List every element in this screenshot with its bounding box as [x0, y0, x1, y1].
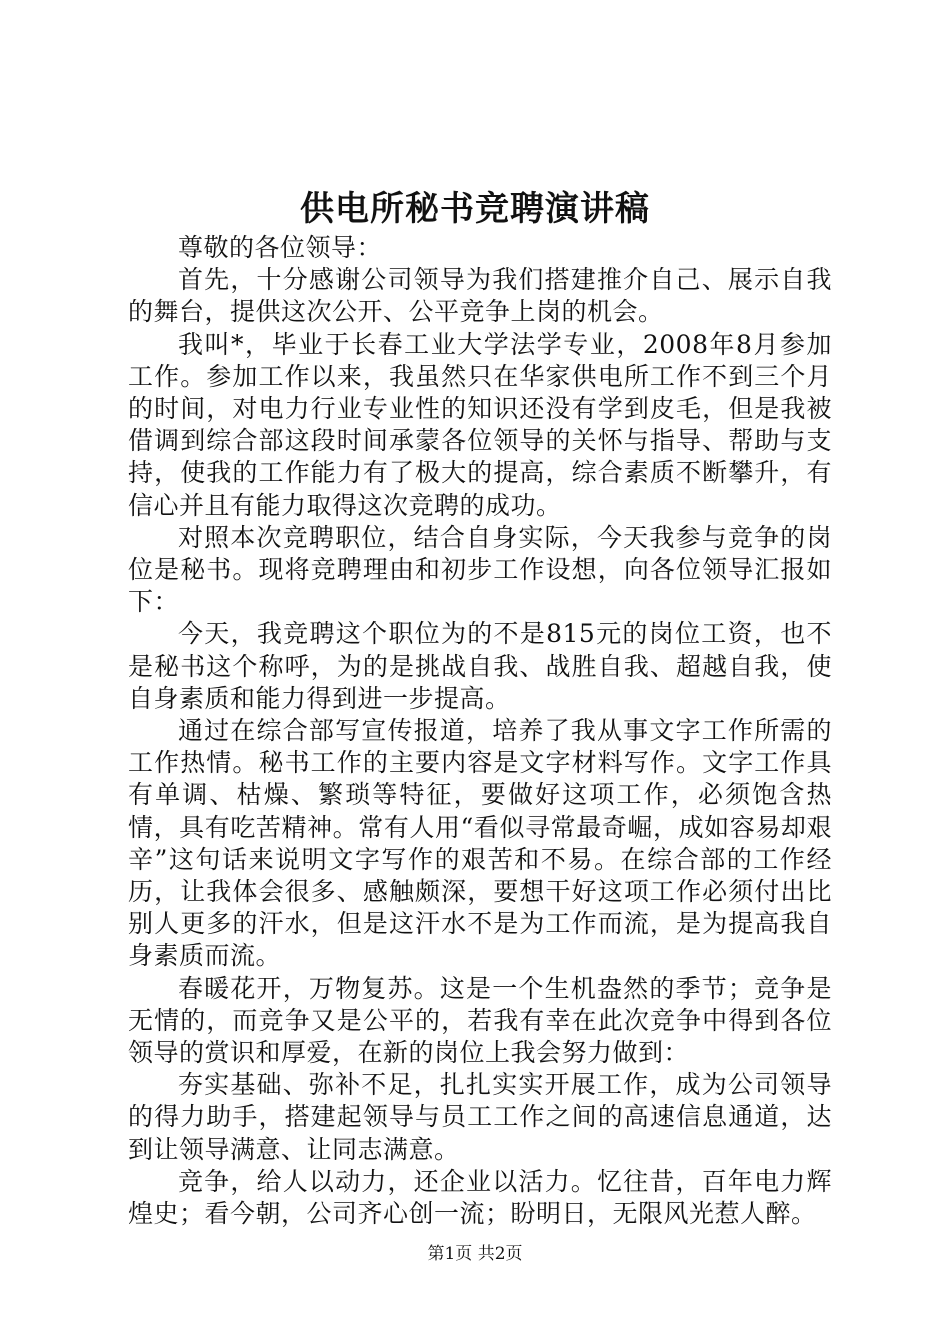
document-body: [128, 232, 832, 1230]
paragraph-4: 今天，我竞聘这个职位为的不是815元的岗位工资，也不是秘书这个称呼，为的是挑战自我、战胜自我、超越自我，使自身素质和能力得到进一步提高。: [128, 619, 832, 713]
paragraph-1: 首先，十分感谢公司领导为我们搭建推介自己、展示自我的舞台，提供这次公开、公平竞争上岗的机会。: [128, 265, 832, 327]
paragraph-salutation: 尊敬的各位领导：: [178, 233, 383, 262]
paragraph-2: 我叫*，毕业于长春工业大学法学专业，2008年8月参加工作。参加工作以来，我虽然只在华家供电所工作不到三个月的时间，对电力行业专业性的知识还没有学到皮毛，但是我被借调到综合部这段时间承蒙各位领导的关怀与指导、帮助与支持，使我的工作能力有了极大的提高，综合素质不断攀升，有信心并且有能力取得这次竞聘的成功。: [128, 329, 832, 520]
document-title: 供电所秘书竞聘演讲稿: [300, 189, 650, 229]
paragraph-7: 夯实基础、弥补不足，扎扎实实开展工作，成为公司领导的得力助手，搭建起领导与员工工作之间的高速信息通道，达到让领导满意、让同志满意。: [128, 1070, 832, 1164]
paragraph-5: 通过在综合部写宣传报道，培养了我从事文字工作所需的工作热情。秘书工作的主要内容是文字材料写作。文字工作具有单调、枯燥、繁琐等特征，要做好这项工作，必须饱含热情，具有吃苦精神。常有人用“看似寻常最奇崛，成如容易却艰辛”这句话来说明文字写作的艰苦和不易。在综合部的工作经历，让我体会很多、感触颇深，要想干好这项工作必须付出比别人更多的汗水，但是这汗水不是为工作而流，是为提高我自身素质而流。: [128, 716, 832, 971]
page-number-footer: 第1页 共2页: [427, 1244, 523, 1264]
paragraph-6: 春暖花开，万物复苏。这是一个生机盎然的季节；竞争是无情的，而竞争又是公平的，若我有幸在此次竞争中得到各位领导的赏识和厚爱，在新的岗位上我会努力做到：: [128, 973, 832, 1068]
paragraph-3: 对照本次竞聘职位，结合自身实际，今天我参与竞争的岗位是秘书。现将竞聘理由和初步工作设想，向各位领导汇报如下：: [128, 522, 832, 617]
paragraph-8: 竞争，给人以动力，还企业以活力。忆往昔，百年电力辉煌史；看今朝，公司齐心创一流；盼明日，无限风光惹人醉。: [128, 1166, 832, 1229]
